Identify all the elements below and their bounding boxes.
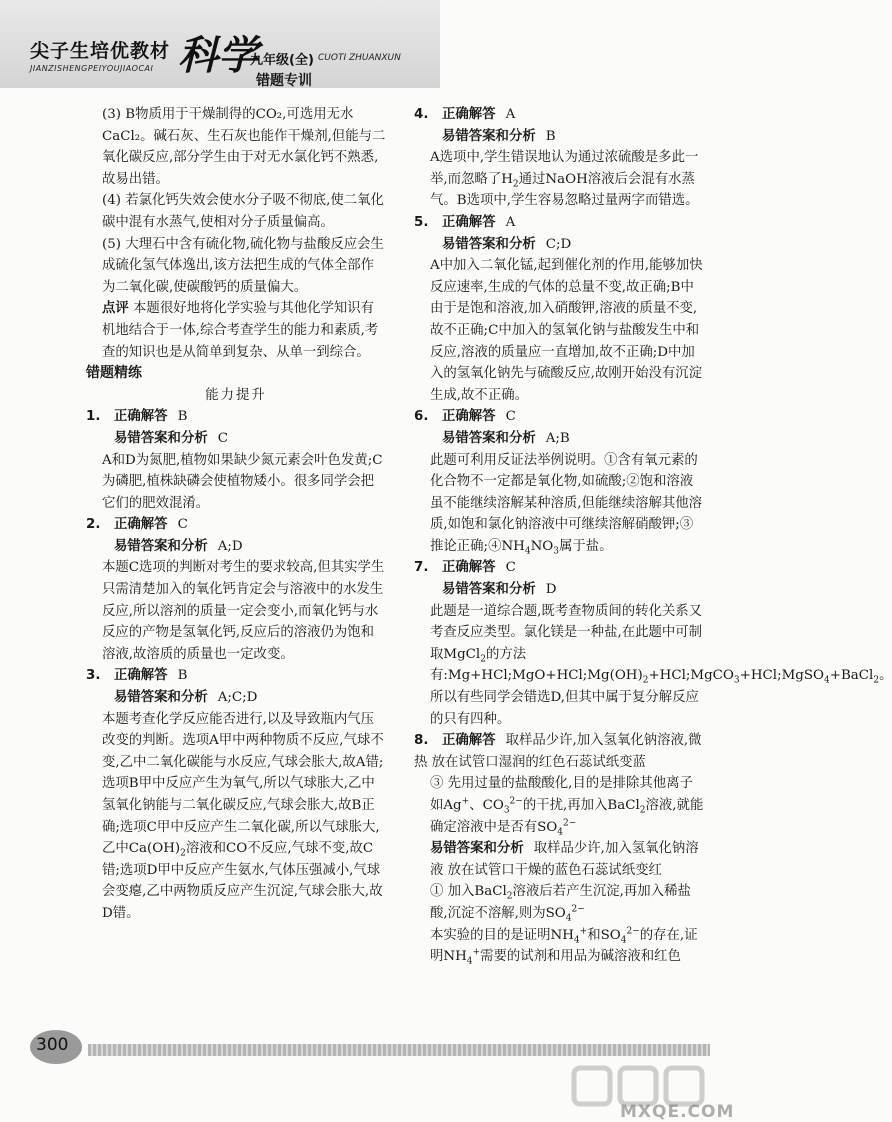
question-5-analysis — [414, 234, 704, 256]
answer-label: 正确解答 — [114, 517, 168, 533]
answer-label: 正确解答 — [114, 668, 168, 684]
page-footer — [0, 1010, 750, 1122]
question-3-analysis — [86, 687, 386, 709]
subscript: 3 — [503, 805, 510, 816]
subject-title: 科学 — [178, 32, 258, 79]
subscript: 2 — [506, 892, 513, 903]
wrong-answer-text: 取样品少许,加入氢氧化钠溶液 放在试管口干燥的蓝色石蕊试纸变红 — [430, 841, 699, 878]
question-6-text — [414, 450, 704, 558]
answer-value: B — [177, 668, 188, 684]
page-header — [0, 0, 750, 92]
question-6-answer — [414, 406, 704, 428]
analysis-label: 易错答案和分析 — [114, 430, 208, 446]
answer-label: 正确解答 — [442, 214, 496, 230]
text-run: 本题考查化学反应能否进行,以及导致瓶内气压改变的判断。选项A甲中两种物质不反应,气球不变,乙中二氧化碳能与水反应,气球会胀大,故A错;选项B甲中反应产生为氧气,所以气球胀大,乙中氢氧化钠能与二氧化碳反应,气球会胀大,故B正确;选项C甲中反应产生二氧化碳,所以气球胀大,乙中Ca(OH) — [102, 711, 384, 857]
book-brand-pinyin: JIANZISHENGPEIYOUJIAOCAI — [30, 64, 154, 73]
question-number: 8. — [414, 733, 429, 749]
wrong-answer: A;C;D — [217, 690, 258, 706]
text-run: 和SO — [587, 927, 621, 943]
text-run: +HCl;MgCO — [648, 668, 734, 684]
answer-value: A — [505, 107, 516, 122]
text-run: +BaCl — [829, 668, 874, 684]
answer-part-5: (5) 大理石中含有硫化物,硫化物与盐酸反应会生成硫化氢气体逸出,该方法把生成的气体全部作为二氧化碳,使碳酸钙的质量偏大。 — [102, 236, 384, 295]
book-brand: 尖子生培优教材 — [30, 40, 171, 62]
answer-label: 正确解答 — [114, 409, 168, 425]
superscript: + — [461, 796, 470, 807]
question-6-analysis — [414, 428, 704, 450]
subscript: 4 — [524, 546, 531, 557]
series-pinyin: CUOTI ZHUANXUN — [318, 53, 401, 63]
text-run: ③ 先用过量的盐酸酸化,目的是排除其他离子如Ag — [430, 776, 693, 813]
text-run: 的方法有:Mg+HCl;MgO+HCl;Mg(OH) — [430, 646, 643, 684]
text-run: ① 加入BaCl — [430, 884, 507, 900]
answer-label: 正确解答 — [442, 107, 496, 122]
text-run: 通过NaOH溶液后会混有水蒸气。B选项中,学生容易忽略过量两字而错选。 — [430, 171, 699, 209]
comment-text: 本题很好地将化学实验与其他化学知识有机地结合于一体,综合考查学生的能力和素质,考查的知识也是从简单到复杂、从单一到综合。 — [102, 301, 379, 360]
subscript: 4 — [557, 827, 564, 838]
question-8-step-1 — [414, 881, 704, 924]
superscript: + — [472, 947, 481, 958]
text-run: 此题可利用反证法举例说明。①含有氧元素的化合物不一定都是氧化物,如硫酸;②饱和溶液虽不能继续溶解某种溶质,但能继续溶解其他溶质,如饱和氯化钠溶液中可继续溶解硝酸钾;③推论正确;④NH — [430, 452, 703, 554]
question-3-text — [86, 709, 386, 925]
superscript: 2− — [509, 796, 523, 807]
question-number: 4. — [414, 107, 429, 122]
question-7-answer — [414, 557, 704, 579]
question-8-answer — [414, 730, 704, 773]
wrong-answer: C — [217, 430, 228, 446]
superscript: 2− — [571, 904, 585, 915]
text-run: 本实验的目的是证明NH — [430, 927, 574, 943]
answer-value: C — [505, 409, 516, 425]
subsection-title: 能力提升 — [205, 387, 267, 403]
series-title: 错题专训 — [256, 73, 312, 89]
text-run: NO — [530, 538, 554, 554]
text-run: 此题是一道综合题,既考查物质间的转化关系又考查反应类型。氯化镁是一种盐,在此题中可制取MgCl — [430, 603, 703, 662]
question-2-analysis — [86, 536, 386, 558]
analysis-label: 易错答案和分析 — [114, 690, 208, 706]
wrong-answer: A;B — [545, 430, 570, 446]
analysis-label: 易错答案和分析 — [114, 538, 208, 554]
subscript: 4 — [824, 676, 830, 687]
question-8-conclusion — [414, 925, 704, 968]
wrong-answer: B — [545, 128, 556, 144]
watermark-text: MXQE.COM — [620, 1102, 735, 1122]
answer-part-3: (3) B物质用于干燥制得的CO₂,可选用无水CaCl₂。碱石灰、生石灰也能作干燥剂,但能与二氧化碳反应,部分学生由于对无水氯化钙不熟悉,故易出错。 — [102, 107, 386, 187]
question-7-text — [414, 601, 892, 731]
question-4-answer — [414, 104, 704, 126]
analysis-label: 易错答案和分析 — [442, 236, 536, 252]
subscript: 3 — [553, 546, 560, 557]
question-5-answer — [414, 212, 704, 234]
text-run: 溶液,就能确定溶液中是否有SO — [430, 798, 704, 835]
question-8-step-3 — [414, 773, 704, 838]
question-number: 2. — [86, 517, 101, 533]
text-run: 的干扰,再加入BaCl — [522, 798, 640, 813]
answer-value: C — [177, 517, 188, 533]
question-3-answer — [86, 665, 386, 687]
text-run: 属于盐。 — [559, 538, 613, 554]
question-2-text: 本题C选项的判断对考生的要求较高,但其实学生只需清楚加入的氧化钙肯定会与溶液中的水发生反应,所以溶剂的质量一定会变小,而氧化钙与水反应的产物是氢氧化钙,反应后的溶液仍为饱和溶液,故溶质的质量也一定改变。 — [102, 560, 385, 662]
section-title: 错题精练 — [86, 365, 142, 382]
subscript: 2 — [512, 179, 519, 190]
grade-label: 九年级(全) — [250, 53, 314, 68]
superscript: 2− — [626, 926, 640, 937]
subscript: 2 — [873, 676, 880, 687]
answer-text: 取样品少许,加入氢氧化钠溶液,微热 放在试管口湿润的红色石蕊试纸变蓝 — [414, 733, 702, 770]
question-number: 6. — [414, 409, 429, 425]
subscript: 4 — [466, 956, 473, 967]
subscript: 2 — [639, 805, 646, 816]
page-number: 300 — [36, 1035, 69, 1055]
answer-label: 正确解答 — [442, 409, 496, 425]
left-column — [86, 104, 386, 925]
wrong-answer: C;D — [545, 236, 572, 252]
question-number: 3. — [86, 668, 101, 684]
wrong-answer: D — [545, 582, 557, 598]
text-run: A选项中,学生错误地认为通过浓硫酸是多此一举,而忽略了H — [430, 150, 699, 187]
question-number: 1. — [86, 409, 101, 425]
question-4-analysis — [414, 126, 704, 148]
question-1-answer — [86, 406, 386, 428]
answer-value: C — [505, 560, 516, 576]
subscript: 2 — [642, 676, 649, 687]
subscript: 4 — [565, 913, 572, 924]
subscript: 2 — [480, 654, 486, 665]
text-run: 的存在,证明NH — [430, 927, 698, 965]
text-run: 需要的试剂和用品为碱溶液和红色 — [480, 949, 681, 965]
analysis-label: 易错答案和分析 — [442, 582, 536, 598]
question-8-analysis — [414, 838, 704, 881]
question-4-text — [414, 147, 704, 212]
question-5-text: A中加入二氧化锰,起到催化剂的作用,能够加快反应速率,生成的气体的总量不变,故正确;B中由于是饱和溶液,加入硝酸钾,溶液的质量不变,故不正确;C中加入的氢氧化钠与盐酸发生中和反应,溶液的质量应一直增加,故不正确;D中加入的氢氧化钠先与硫酸反应,故刚开始没有沉淀生成,故不正确。 — [430, 258, 703, 403]
question-2-answer — [86, 514, 386, 536]
answer-part-4: (4) 若氯化钙失效会使水分子吸不彻底,使二氧化碳中混有水蒸气,使相对分子质量偏高。 — [102, 193, 384, 230]
subscript: 3 — [733, 676, 740, 687]
footer-decorative-bar — [88, 1044, 710, 1056]
question-7-analysis — [414, 579, 704, 601]
question-number: 7. — [414, 560, 429, 576]
text-run: 溶液和CO不反应,气球不变,故C错;选项D甲中反应产生氨水,气体压强减小,气球会变瘪,乙中两物质反应产生沉淀,气球会胀大,故D错。 — [102, 841, 383, 921]
text-run: 溶液后若产生沉淀,再加入稀盐酸,沉淀不溶解,则为SO — [430, 884, 691, 921]
analysis-label: 易错答案和分析 — [442, 430, 536, 446]
subscript: 4 — [573, 935, 580, 946]
text-run: +HCl;MgSO — [739, 668, 825, 684]
text-run: 。所以有些同学会错选D,但其中属于复分解反应的只有四种。 — [430, 668, 892, 727]
answer-label: 正确解答 — [442, 733, 496, 749]
subscript: 4 — [620, 935, 627, 946]
answer-value: A — [505, 214, 516, 230]
question-1-analysis — [86, 428, 386, 450]
analysis-label: 易错答案和分析 — [430, 841, 524, 857]
superscript: + — [579, 926, 588, 937]
question-number: 5. — [414, 214, 429, 230]
question-1-text: A和D为氮肥,植物如果缺少氮元素会叶色发黄;C为磷肥,植株缺磷会使植物矮小。很多同学会把它们的肥效混淆。 — [102, 452, 383, 511]
answer-label: 正确解答 — [442, 560, 496, 576]
wrong-answer: A;D — [217, 538, 243, 554]
right-column — [414, 104, 892, 968]
superscript: 2− — [563, 818, 577, 829]
analysis-label: 易错答案和分析 — [442, 128, 536, 144]
comment-paragraph — [86, 298, 386, 363]
answer-value: B — [177, 409, 188, 425]
comment-label: 点评 — [102, 301, 129, 317]
subscript: 2 — [180, 848, 186, 859]
text-run: 、CO — [469, 798, 504, 813]
